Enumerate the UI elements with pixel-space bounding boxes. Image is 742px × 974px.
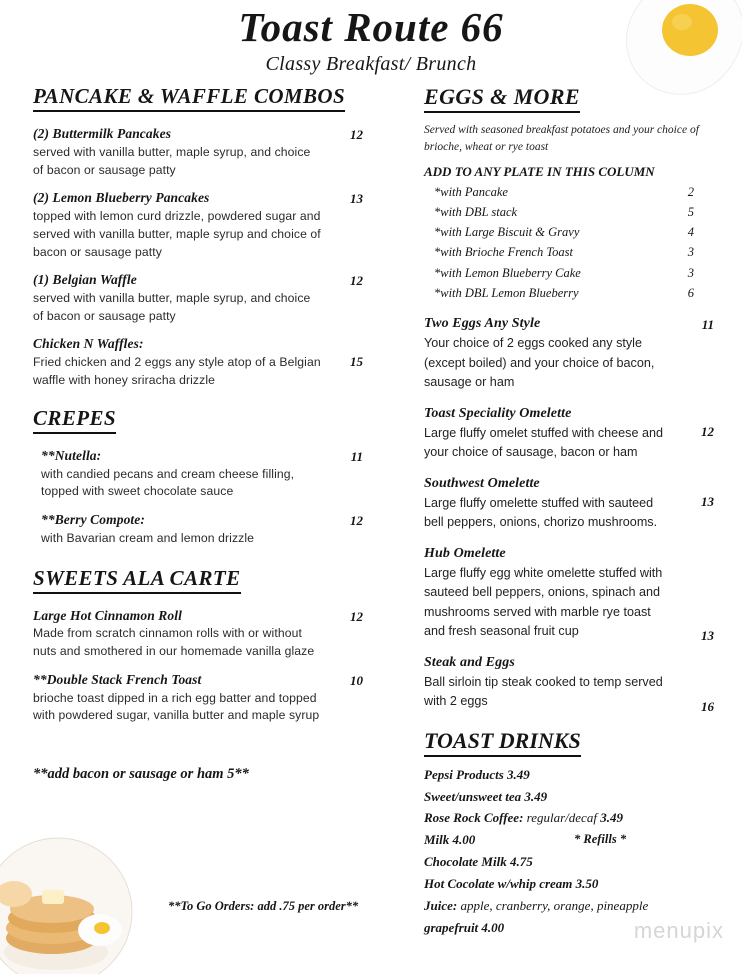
item-description: Your choice of 2 eggs cooked any style (except boiled) and your choice of bacon, sausage or ham [424,336,655,390]
item-price: 12 [350,127,363,142]
drink-row [424,895,714,917]
item-description: with Bavarian cream and lemon drizzle [41,530,255,545]
drink-row: Hot Cocolate w/whip cream 3.50 [424,875,599,891]
item-name: **Berry Compote: [41,511,145,527]
pancakes-image [0,834,140,974]
togo-note: **To Go Orders: add .75 per order** [168,899,359,913]
drink-row: Sweet/unsweet tea 3.49 [424,788,548,804]
item-name: (1) Belgian Waffle [33,272,137,288]
item-name: Hub Omelette [424,545,506,561]
item-description: Large fluffy omelet stuffed with cheese and your choice of sausage, bacon or ham [424,425,663,460]
item-description: served with vanilla butter, maple syrup, and choice of bacon or sausage patty [33,291,311,323]
item-description: topped with lemon curd drizzle, powdered sugar and served with vanilla butter, maple syrup and choice of bacon or sausage patty [33,209,321,259]
refills-note: * Refills * [574,832,627,847]
drink-row: Pepsi Products 3.49 [424,766,530,782]
item-description: served with vanilla butter, maple syrup, and choice of bacon or sausage patty [33,144,311,177]
addon-label: *with DBL Lemon Blueberry [434,285,579,300]
section-heading-crepes: CREPES [33,406,116,434]
addon-price: 6 [687,285,694,300]
section-heading-drinks: TOAST DRINKS [424,728,581,757]
addon-label: *with Pancake [434,184,508,199]
addon-label: *with Brioche French Toast [434,245,574,260]
drink-detail: apple, cranberry, orange, pineapple [457,897,649,913]
item-name: Large Hot Cinnamon Roll [33,607,182,623]
addon-row [434,182,714,202]
menu-item [33,126,363,179]
item-description: with candied pecans and cream cheese filling, topped with sweet chocolate sauce [41,466,295,499]
item-price: 13 [350,191,363,207]
addon-price: 3 [687,265,694,280]
menu-item [424,546,714,642]
drink-price: 3.49 [600,810,623,826]
menu-item [33,448,363,501]
menu-item [33,672,363,725]
menu-header [0,0,742,76]
item-price: 13 [701,627,714,643]
item-name: Steak and Eggs [424,654,515,670]
drink-row: Chocolate Milk 4.75 [424,854,533,870]
addon-row [434,283,714,303]
item-name: (2) Lemon Blueberry Pancakes [33,190,210,206]
menu-item [33,512,363,548]
item-price: 13 [701,493,714,509]
drinks-list [424,764,714,939]
drink-name: Juice: [424,897,458,913]
addon-label: *with DBL stack [434,204,518,219]
restaurant-subtitle: Classy Breakfast/ Brunch [265,53,477,76]
menu-item [424,476,714,533]
item-name: **Double Stack French Toast [33,671,202,687]
section-heading-sweets: SWEETS ALA CARTE [33,566,241,594]
item-price: 12 [350,273,363,289]
item-name: Two Eggs Any Style [424,316,541,331]
item-description: Fried chicken and 2 eggs any style atop of a Belgian waffle with honey sriracha drizzle [33,355,321,387]
addons-list [434,182,714,304]
item-price: 11 [350,448,363,464]
item-price: 16 [701,698,714,714]
drink-row [424,829,714,851]
item-name: Chicken N Waffles: [33,336,144,352]
menu-item [33,336,363,389]
item-description: Large fluffy omelette stuffed with sauteed bell peppers, onions, chorizo mushrooms. [424,495,658,530]
addon-row [434,242,714,262]
item-price: 12 [701,423,714,439]
menu-item [33,272,363,325]
restaurant-title: Toast Route 66 [238,4,504,50]
item-name: Toast Speciality Omelette [424,405,572,421]
addon-label: *with Lemon Blueberry Cake [434,265,581,280]
menu-item [33,608,363,661]
section-heading-combos: PANCAKE & WAFFLE COMBOS [33,84,345,112]
menu-item [424,655,714,712]
left-column [33,84,363,725]
addon-label: *with Large Biscuit & Gravy [434,225,580,239]
item-description: Ball sirloin tip steak cooked to temp served with 2 eggs [424,674,663,709]
item-description: brioche toast dipped in a rich egg batter and topped with powdered sugar, vanilla butter and maple syrup [33,690,320,723]
item-description: Large fluffy egg white omelette stuffed with sauteed bell peppers, onions, spinach and mushrooms served with marble rye toast and fresh seasonal fruit cup [424,565,663,639]
eggs-serving-note: Served with seasoned breakfast potatoes and your choice of brioche, wheat or rye toast [424,124,699,154]
menu-item [424,406,714,463]
item-price: 12 [350,608,363,624]
item-name: Southwest Omelette [424,475,540,491]
drink-name: Milk 4.00 [424,832,476,848]
item-price: 11 [701,317,714,332]
addon-price: 3 [687,245,694,260]
item-name: (2) Buttermilk Pancakes [33,126,172,141]
addon-row [434,202,714,222]
drink-row: grapefruit 4.00 [424,919,505,935]
menu-item [424,316,714,393]
add-bacon-note: **add bacon or sausage or ham 5** [33,766,249,782]
item-price: 12 [350,512,363,528]
item-price: 10 [350,672,363,688]
item-price: 15 [350,354,363,370]
addon-row [434,263,714,283]
item-description: Made from scratch cinnamon rolls with or without nuts and smothered in our homemade vanilla glaze [33,626,315,659]
addons-heading: ADD TO ANY PLATE IN THIS COLUMN [424,163,655,179]
addon-price: 2 [687,184,694,199]
item-name: **Nutella: [41,447,102,463]
drink-detail: regular/decaf [523,810,601,826]
addon-row [434,222,714,242]
menu-item [33,190,363,261]
watermark: menupix [633,918,724,943]
addon-price: 5 [687,204,694,219]
section-heading-eggs: EGGS & MORE [424,84,580,113]
drink-name: Rose Rock Coffee: [424,810,524,826]
addon-price: 4 [687,225,694,239]
right-column [424,84,714,938]
drink-row [424,807,714,829]
